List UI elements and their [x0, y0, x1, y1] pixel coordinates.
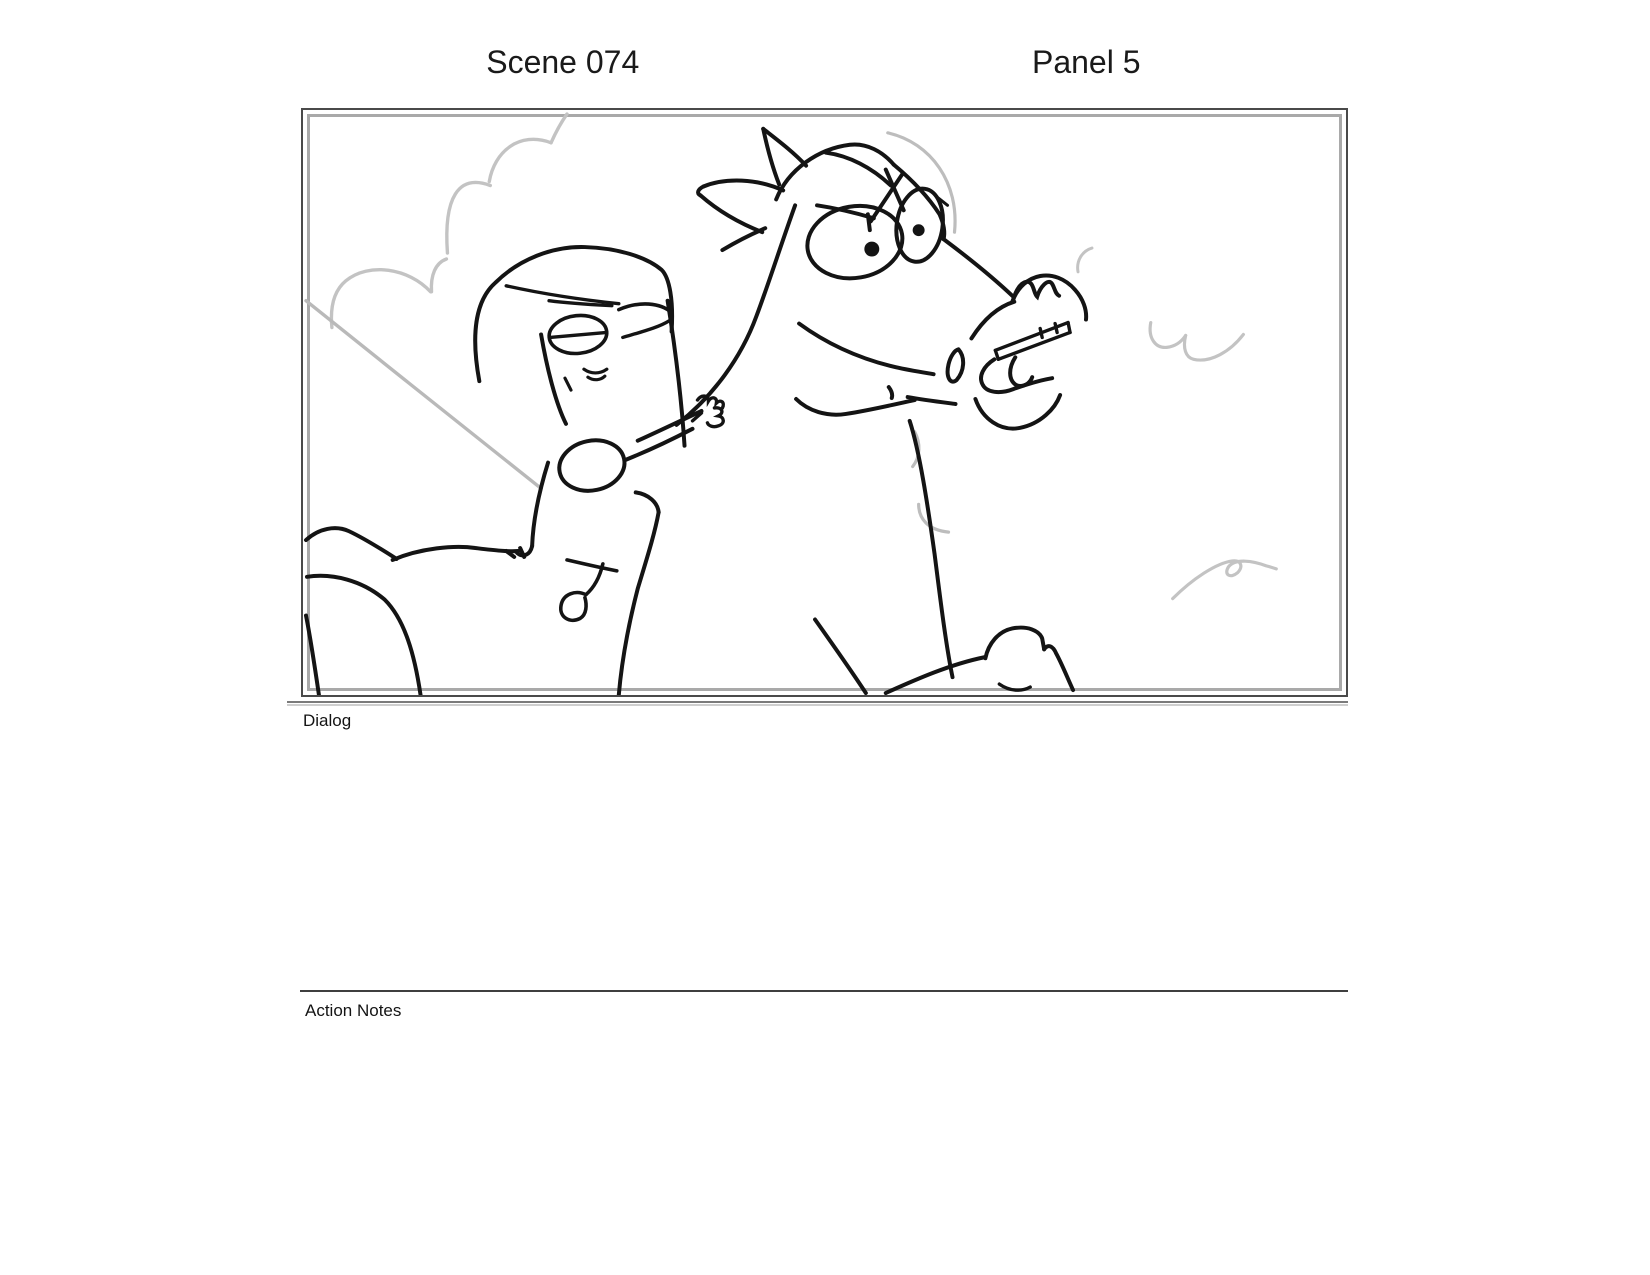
rider-arm [624, 411, 702, 461]
horse-head-outline [677, 144, 945, 424]
cloud-bottom-right [1173, 561, 1277, 599]
header [301, 44, 1348, 84]
horse-jaw [796, 324, 955, 415]
storyboard-panel [301, 108, 1348, 697]
action-notes-section-label: Action Notes [305, 1001, 402, 1020]
cloud-mid-right [1150, 323, 1243, 361]
lance-line [306, 301, 541, 489]
storyboard-sketch [303, 110, 1346, 695]
action-notes-separator [300, 990, 1348, 992]
dialog-separator-light [287, 704, 1348, 706]
horse-teeth [995, 323, 1070, 360]
cloud-top-left [331, 114, 567, 328]
cloud-wisp-icon [1078, 248, 1092, 272]
horse-eyes [802, 186, 948, 286]
horse-ears [698, 129, 806, 250]
scene-title: Scene 074 [486, 44, 640, 80]
horse-brow [817, 170, 904, 231]
rider [475, 247, 723, 620]
rider-fist [555, 434, 630, 496]
dialog-section-label: Dialog [303, 711, 352, 730]
horse-body [306, 421, 1073, 695]
panel-title: Panel 5 [1031, 44, 1141, 80]
dialog-separator-dark [287, 701, 1348, 703]
rider-face [541, 304, 671, 424]
rider-hair [475, 247, 684, 446]
horse-mouth [975, 357, 1060, 428]
